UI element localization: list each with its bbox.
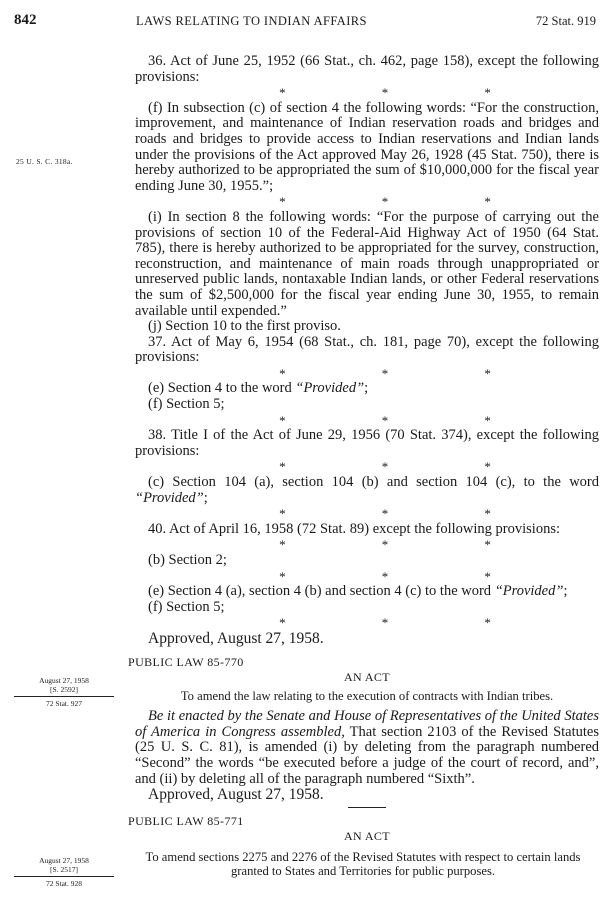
pl770-approved: Approved, August 27, 1958. — [148, 786, 324, 804]
ellipsis-stars: * * * — [279, 194, 491, 210]
item-38: 38. Title I of the Act of June 29, 1956 (70 Stat. 374), except the following provisions: — [135, 427, 599, 459]
ellipsis-stars: * * * — [279, 537, 491, 553]
pl770-stat: 72 Stat. 927 — [45, 699, 83, 708]
pl771-bill: [S. 2517] — [50, 865, 78, 874]
ellipsis-stars: * * * — [279, 459, 491, 475]
pl771-stat: 72 Stat. 928 — [45, 879, 83, 888]
pl770-label: PUBLIC LAW 85-770 — [128, 654, 244, 669]
ellipsis-stars: * * * — [279, 85, 491, 101]
item-36-f: (f) In subsection (c) of section 4 the following words: “For the construction, improvement, and maintenance of Indian reservation roads and bridges and roads and bridges to provide access to Indian reservations and Indian lands under the provisions of the Act approved May 26, 1928 (45 Stat. 750), there is hereby authorized to be appropriated the sum of $10,000,000 for the fiscal year ending June 30, 1955.”; — [135, 99, 599, 194]
ellipsis-stars: * * * — [279, 615, 491, 631]
approved-date-1: Approved, August 27, 1958. — [148, 629, 324, 647]
document-body — [128, 53, 599, 878]
pl771-title: To amend sections 2275 and 2276 of the Revised Statutes with respect to certain lands granted to States and Territories for public purposes. — [145, 850, 581, 878]
pl770-enacting-clause: Be it enacted by the Senate and House of Representatives of the United States of America in Congress assembled, — [135, 708, 599, 740]
usc-margin-note: 25 U. S. C. 318a. — [16, 157, 73, 166]
margin-divider — [14, 696, 114, 697]
item-38-c: (c) Section 104 (a), section 104 (b) and section 104 (c), to the word “Provided”; — [135, 474, 599, 506]
pl770-text: Be it enacted by the Senate and House of Representatives of the United States of America in Congress assembled, That section 2103 of the Revised Statutes (25 U. S. C. 81), is amended (i) by deleting from the paragraph numbered “Second” the words “be executed before a judge of the court of record, and”, and (ii) by deleting all of the paragraph numbered “Sixth”. — [135, 708, 599, 787]
running-title: LAWS RELATING TO INDIAN AFFAIRS — [136, 14, 367, 28]
pl770-an-act: AN ACT — [343, 670, 391, 685]
pl770-title: To amend the law relating to the execution of contracts with Indian tribes. — [180, 688, 554, 703]
statute-reference: 72 Stat. 919 — [535, 14, 596, 28]
ellipsis-stars: * * * — [279, 412, 491, 428]
item-37-e: (e) Section 4 to the word “Provided”; — [148, 380, 369, 397]
section-rule — [348, 807, 386, 808]
item-37: 37. Act of May 6, 1954 (68 Stat., ch. 181, page 70), except the following provisions: — [135, 333, 599, 366]
pl771-date: August 27, 1958 — [39, 856, 89, 865]
item-36-j: (j) Section 10 to the first proviso. — [148, 318, 341, 335]
pl770-bill: [S. 2592] — [50, 685, 78, 694]
item-40-b: (b) Section 2; — [148, 552, 227, 568]
ellipsis-stars: * * * — [279, 506, 491, 522]
item-36-i: (i) In section 8 the following words: “For the purpose of carrying out the provisions of section 10 of the Federal-Aid Highway Act of 1950 (64 Stat. 785), there is hereby authorized to be appropriated for the survey, construction, reconstruction, and maintenance of main roads through unappropriated or unreserved public lands, nontaxable Indian lands, or other Federal reservations the sum of $2,500,000 for the fiscal year ending June 30, 1955, to remain available until expended.” — [135, 208, 599, 319]
pl771-margin-note — [8, 856, 120, 888]
pl771-label: PUBLIC LAW 85-771 — [128, 813, 244, 828]
pl771-an-act: AN ACT — [343, 829, 391, 844]
pl770-margin-note — [8, 676, 120, 708]
item-40: 40. Act of April 16, 1958 (72 Stat. 89) except the following provisions: — [148, 520, 560, 537]
pl770-date: August 27, 1958 — [39, 676, 89, 685]
item-40-f: (f) Section 5; — [148, 598, 225, 615]
page-number: 842 — [14, 12, 37, 28]
margin-divider — [14, 876, 114, 877]
item-36: 36. Act of June 25, 1952 (66 Stat., ch. 462, page 158), except the following provisions: — [135, 53, 599, 85]
ellipsis-stars: * * * — [279, 568, 491, 584]
item-37-f: (f) Section 5; — [148, 396, 225, 413]
item-40-e: (e) Section 4 (a), section 4 (b) and section 4 (c) to the word “Provided”; — [148, 583, 568, 600]
ellipsis-stars: * * * — [279, 365, 491, 381]
